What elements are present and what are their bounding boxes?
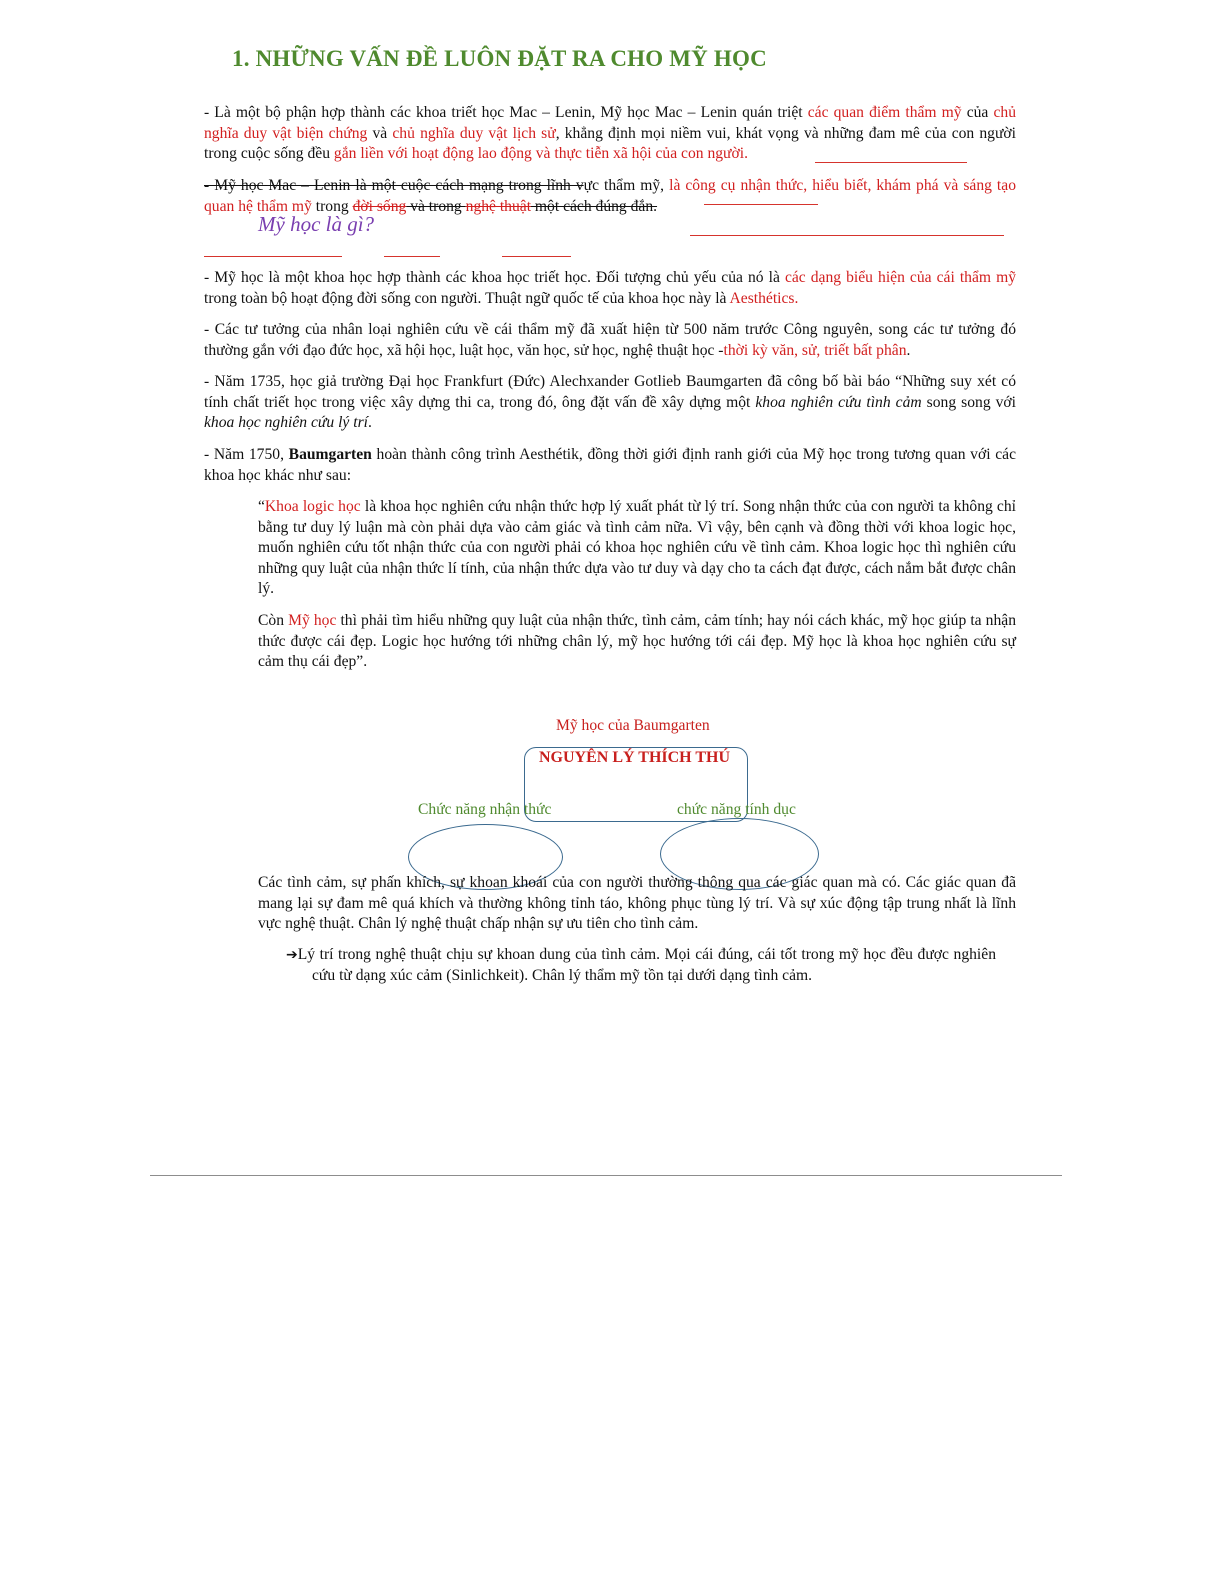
p1-text: - Là một bộ phận hợp thành các khoa triết học Mac – Lenin, Mỹ học Mac – Lenin quán triệt — [204, 104, 808, 121]
paragraph-7: Các tình cảm, sự phấn khích, sự khoan khoái của con người thường thông qua các giác quan mà có. Các giác quan đã mang lại sự đam mê quá khích và thường không tỉnh táo, không phục tùng lý trí. Và sự xúc động tập trung nhất là lĩnh vực nghệ thuật. Chân lý nghệ thuật chấp nhận sự ưu tiên cho tình cảm. — [258, 874, 1016, 932]
p2-struck-highlight: đời sống — [352, 197, 407, 215]
quote-paragraph-1 — [258, 497, 1016, 600]
red-underline — [704, 204, 818, 205]
p6-text: hoàn thành công trình Aesthétik, đồng thời giới định ranh giới của Mỹ học trong tương quan với các khoa học khác như sau: — [204, 446, 1017, 484]
q1-text: “ — [258, 498, 265, 515]
p2-text: trong — [311, 197, 353, 215]
p2-struck-text: một cách đúng đắn. — [531, 197, 658, 215]
p3-text: - Mỹ học là một khoa học hợp thành các khoa học triết học. Đối tượng chủ yếu của nó là — [204, 269, 785, 286]
red-underline — [815, 162, 967, 163]
paragraph-3 — [204, 268, 1016, 309]
diagram-box-label: NGUYÊN LÝ THÍCH THÚ — [539, 749, 730, 766]
p1-highlight: các quan điểm thẩm mỹ — [807, 104, 962, 121]
p2-highlight: là công cụ nhận thức, hiểu biết, khám phá và sáng tạo quan hệ thẩm mỹ — [204, 177, 1016, 215]
p2-struck-text: - Mỹ học Mac – Lenin là một cuộc cách mạng trong lĩnh v — [204, 177, 584, 194]
p2-struck-highlight: nghệ thuật — [465, 197, 532, 215]
p5-text: . — [367, 414, 372, 431]
p5-italic: khoa nghiên cứu tình cảm — [755, 393, 922, 411]
q2-highlight: Mỹ học — [288, 612, 337, 629]
diagram-title: Mỹ học của Baumgarten — [556, 717, 710, 734]
p6-text: - Năm 1750, — [204, 446, 289, 463]
p1-text: của — [961, 104, 994, 121]
red-underline — [690, 235, 1004, 236]
diagram-left-label: Chức năng nhận thức — [418, 801, 552, 818]
p2-text: ực thẩm mỹ, — [583, 177, 670, 194]
p1-highlight: chủ nghĩa duy vật lịch sử — [392, 124, 556, 142]
q1-text: là khoa học nghiên cứu nhận thức hợp lý xuất phát từ lý trí. Song nhận thức của con người ta không chỉ bằng tư duy lý luận mà còn phải dựa vào cảm giác và tình cảm nữa. Vì vậy, bên cạnh và đồng thời với khoa logic học, muốn nghiên cứu tốt nhận thức của con người phải có khoa học nghiên cứu về tình cảm. Khoa logic học thì nghiên cứu những quy luật của nhận thức lí tính, của nhận thức dựa vào tư duy và dạy cho ta cách đạt được, cách nắm bắt được chân lý. — [258, 498, 1016, 597]
p1-highlight: chủ nghĩa duy vật biện chứng — [204, 104, 1016, 142]
p2-struck-text: và trong — [406, 197, 466, 215]
paragraph-6 — [204, 445, 1016, 486]
red-underline — [502, 256, 571, 257]
p3-highlight: Aesthétics. — [729, 289, 799, 307]
section-heading: 1. NHỮNG VẤN ĐỀ LUÔN ĐẶT RA CHO MỸ HỌC — [232, 46, 767, 71]
paragraph-2 — [204, 176, 1016, 217]
p1-text: , khẳng định mọi niềm vui, khát vọng và những đam mê của con người trong cuộc sống đều — [204, 124, 1017, 162]
p1-highlight: gắn liền với hoạt động lao động và thực tiễn xã hội của con người. — [333, 145, 748, 162]
conclusion-text: Lý trí trong nghệ thuật chịu sự khoan dung của tình cảm. Mọi cái đúng, cái tốt trong mỹ học đều được nghiên cứu từ dạng xúc cảm (Sinlichkeit). Chân lý thẩm mỹ tồn tại dưới dạng tình cảm. — [297, 946, 996, 984]
p3-text: trong toàn bộ hoạt động đời sống con người. Thuật ngữ quốc tế của khoa học này là — [204, 289, 730, 307]
p4-text: . — [906, 341, 911, 359]
p4-text: - Các tư tưởng của nhân loại nghiên cứu về cái thẩm mỹ đã xuất hiện từ 500 năm trước Công nguyên, song các tư tưởng đó thường gắn với đạo đức học, xã hội học, luật học, văn học, sử học, nghệ thuật học - — [204, 321, 1016, 359]
p1-text: và — [367, 124, 393, 142]
page-bottom-rule — [150, 1175, 1062, 1176]
p6-bold: Baumgarten — [288, 446, 372, 463]
p5-text: - Năm 1735, học giả trường Đại học Frankfurt (Đức) Alechxander Gotlieb Baumgarten đã công bố bài báo “Những suy xét có tính chất triết học trong việc xây dựng thi ca, trong đó, ông đặt vấn đề xây dựng một — [204, 373, 1016, 411]
p4-highlight: thời kỳ văn, sử, triết bất phân — [723, 341, 907, 359]
p3-highlight: các dạng biểu hiện của cái thẩm mỹ — [784, 269, 1016, 286]
red-underline — [204, 256, 342, 257]
diagram-right-label: chức năng tính dục — [677, 801, 796, 818]
quote-paragraph-2 — [258, 611, 1016, 673]
red-underline — [384, 256, 440, 257]
p5-italic: khoa học nghiên cứu lý trí — [204, 414, 368, 431]
paragraph-1 — [204, 103, 1016, 165]
p5-text: song song với — [921, 393, 1017, 411]
paragraph-4 — [204, 320, 1016, 361]
paragraph-5 — [204, 372, 1016, 434]
q2-text: thì phải tìm hiểu những quy luật của nhận thức, tình cảm, cảm tính; hay nói cách khác, mỹ học giúp ta nhận thức được cái đẹp. Logic học hướng tới những chân lý, mỹ học hướng tới cái đẹp. Mỹ học là khoa học nghiên cứu sự cảm thụ cái đẹp”. — [258, 612, 1016, 670]
q1-highlight: Khoa logic học — [264, 498, 361, 515]
q2-text: Còn — [258, 612, 289, 629]
arrow-right-icon: ➔ — [286, 947, 298, 963]
handwritten-annotation: Mỹ học là gì? — [258, 212, 375, 236]
conclusion-paragraph — [286, 945, 996, 986]
